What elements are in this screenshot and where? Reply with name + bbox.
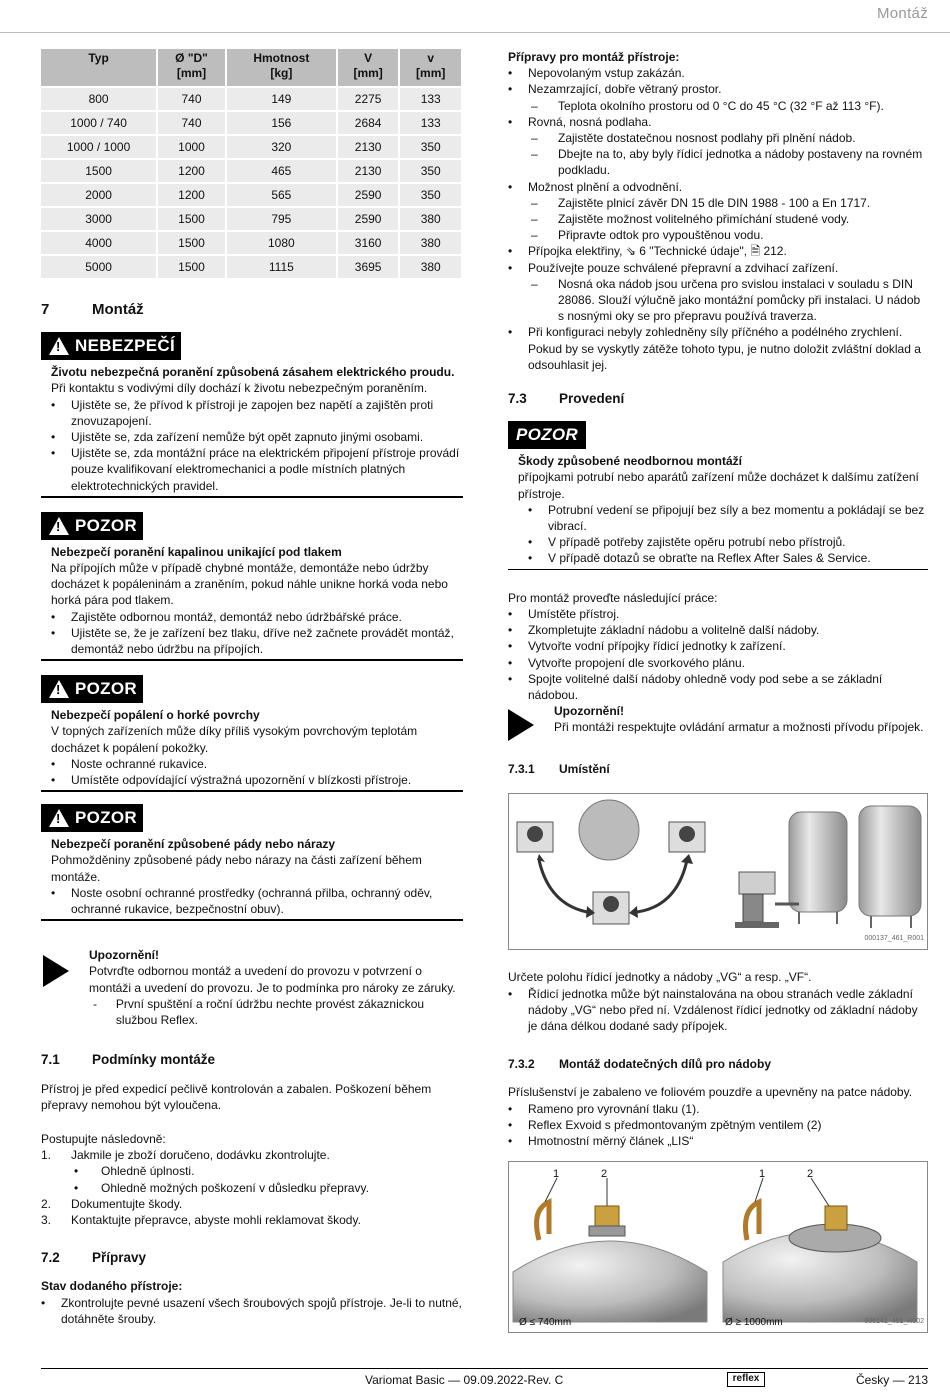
table-cell: 565 <box>227 184 336 206</box>
table-header-cell: Hmotnost [kg] <box>227 49 336 86</box>
figure-caption: Ø ≤ 740mm <box>519 1317 572 1329</box>
list-item: • Nezamrzající, dobře větraný prostor. – Teplota okolního prostoru od 0 °C do 45 °C (32 °F až 113 °F). <box>498 81 928 113</box>
caution-heading: Nebezpečí popálení o horké povrchy <box>51 708 260 723</box>
list-item: • Přípojka elektřiny, ⇘ 6 "Technické údaje", 🗎 212. <box>498 243 928 259</box>
figure-label: 1 <box>553 1168 560 1181</box>
list-item: • Ohledně možných poškození v důsledku přepravy. <box>41 1180 463 1196</box>
table-row <box>41 256 461 278</box>
list-item: • Noste osobní ochranné prostředky (ochranná přilba, ochranný oděv, ochranné rukavice, bezpečnostní obuv). <box>41 885 463 917</box>
danger-label: ! NEBEZPEČÍ <box>41 332 181 360</box>
caution-heading: Nebezpečí poranění způsobené pády nebo nárazy <box>51 837 336 852</box>
table-cell: 1200 <box>158 184 225 206</box>
caution-block-1 <box>41 512 463 661</box>
danger-list <box>41 397 463 494</box>
prep-list <box>498 65 928 373</box>
table-cell: 2130 <box>338 160 399 182</box>
table-cell: 1500 <box>41 160 156 182</box>
table-header-cell: Ø "D" [mm] <box>158 49 225 86</box>
list-item: • Rovná, nosná podlaha. – Zajistěte dostatečnou nosnost podlahy při plnění nádob. – Dbejte na to, aby byly řídicí jednotka a nádoby postaveny na rovném podkladu. <box>498 114 928 179</box>
caution-box <box>41 703 463 792</box>
list-item: • Zkompletujte základní nádobu a volitelně další nádoby. <box>498 622 928 638</box>
section-7-3-2-text: Příslušenství je zabaleno ve foliovém pouzdře a upevněny na patce nádoby. <box>508 1085 913 1100</box>
placement-illustration <box>509 794 928 950</box>
table-row <box>41 232 461 254</box>
figure-label: 1 <box>759 1168 766 1181</box>
list-item: • Rameno pro vyrovnání tlaku (1). <box>498 1101 928 1117</box>
table-cell: 2684 <box>338 112 399 134</box>
caution-box <box>508 449 928 566</box>
danger-text: Při kontaktu s vodivými díly dochází k životu nebezpečným poraněním. <box>51 381 428 396</box>
list-item: – Připravte odtok pro vypouštěnou vodu. <box>498 227 928 243</box>
list-item: 3. Kontaktujte přepravce, abyste mohli reklamovat škody. <box>41 1212 361 1227</box>
table-row <box>41 112 461 134</box>
table-cell: 3000 <box>41 208 156 230</box>
table-cell: 1000 / 1000 <box>41 136 156 158</box>
warning-triangle-icon <box>49 809 69 827</box>
table-cell: 2275 <box>338 88 399 110</box>
caution-block-3 <box>41 804 463 921</box>
figure-label: 2 <box>807 1168 814 1181</box>
list-item: • Noste ochranné rukavice. <box>41 756 463 772</box>
list-item: • Používejte pouze schválené přepravní a zdvihací zařízení. – Nosná oka nádob jsou určena pro svislou instalaci v souladu s DIN 28086. Slouží výlučně jako montážní pomůcky při instalaci. U nádob s nosnými oky se pro přepravu používá traverza. <box>498 260 928 325</box>
list-item: • Reflex Exvoid s předmontovaným zpětným ventilem (2) <box>498 1117 928 1133</box>
table-cell: 465 <box>227 160 336 182</box>
note-heading: Upozornění! <box>554 704 624 719</box>
list-item: • Ujistěte se, že přívod k přístroji je zapojen bez napětí a zajištěn proti znovuzapojení. <box>41 397 463 429</box>
section-7-3-1-heading: 7.3.1 Umístění <box>508 762 610 777</box>
list-item: • Hmotnostní měrný článek „LIS“ <box>498 1133 928 1149</box>
table-cell: 133 <box>400 112 461 134</box>
warning-triangle-icon <box>49 337 69 355</box>
table-cell: 380 <box>400 208 461 230</box>
section-7-heading: 7 Montáž <box>41 301 144 318</box>
table-cell: 1115 <box>227 256 336 278</box>
warning-triangle-icon <box>49 680 69 698</box>
list-item: • Řídicí jednotka může být nainstalována na obou stranách vedle základní nádoby „VG“ nebo před ní. Vzdálenost řídicí jednotky od základní nádoby je dána délkou dodané sady přípojek. <box>498 986 928 1035</box>
list-item: • Možnost plnění a odvodnění. – Zajistěte plnicí závěr DN 15 dle DIN 1988 - 100 a En 1717. – Zajistěte možnost volitelného přimíchání studené vody. – Připravte odtok pro vypouštěnou vodu. <box>498 179 928 244</box>
table-cell: 1500 <box>158 256 225 278</box>
divider <box>508 569 928 570</box>
caution-heading: Nebezpečí poranění kapalinou unikající pod tlakem <box>51 544 342 559</box>
warning-triangle-icon <box>49 517 69 535</box>
table-cell: 795 <box>227 208 336 230</box>
list-item: • Zkontrolujte pevné usazení všech šroubových spojů přístroje. Je-li to nutné, dotáhněte šrouby. <box>31 1295 463 1327</box>
note-sub-marker: - <box>93 996 97 1011</box>
list-item: • Ujistěte se, zda zařízení nemůže být opět zapnuto jinými osobami. <box>41 429 463 445</box>
table-cell: 2130 <box>338 136 399 158</box>
section-7-3-list <box>498 606 928 703</box>
note-block-1 <box>41 947 463 1028</box>
caution-list <box>41 756 463 788</box>
caution-text: Na přípojích může v případě chybné montáže, demontáže nebo údržby docházet k popáleninám a zraněním, pokud náhle unikne horká voda nebo horká pára pod tlakem. <box>51 561 448 608</box>
list-item: 1. Jakmile je zboží doručeno, dodávku zkontrolujte. • Ohledně úplnosti. • Ohledně možných poškození v důsledku přepravy. <box>41 1147 463 1196</box>
table-row <box>41 208 461 230</box>
list-item: • Spojte volitelné další nádoby ohledně vody pod sebe a se základní nádobou. <box>498 671 928 703</box>
table-cell: 320 <box>227 136 336 158</box>
section-7-3-2-heading: 7.3.2 Montáž dodatečných dílů pro nádoby <box>508 1057 772 1072</box>
list-item: – Nosná oka nádob jsou určena pro svislou instalaci v souladu s DIN 28086. Slouží výlučně jako montážní pomůcky při instalaci. U nádob s nosnými oky se pro přepravu používá traverza. <box>498 276 928 325</box>
table-header-cell: v [mm] <box>400 49 461 86</box>
caution-text: V topných zařízeních může díky příliš vysokým povrchovým teplotám docházet k popálení pokožky. <box>51 724 418 755</box>
list-item: • Ujistěte se, zda montážní práce na elektrickém připojení přístroje provádí pouze kvalifikovaní elektromechanici a podle místních platných elektrotechnických pravidel. <box>41 445 463 494</box>
table-cell: 4000 <box>41 232 156 254</box>
spec-table <box>39 47 463 280</box>
section-7-1-text: Přístroj je před expedicí pečlivě kontrolován a zabalen. Poškození během přepravy nemohou být vyloučena. <box>41 1081 432 1112</box>
note-text: Při montáži respektujte ovládání armatur a možnosti přívodu přípojek. <box>554 720 924 735</box>
caution-label: POZOR <box>508 421 586 449</box>
note-heading: Upozornění! <box>89 948 159 963</box>
caution-label: ! POZOR <box>41 804 143 832</box>
caution-text: přípojkami potrubí nebo aparátů zařízení může docházet k dalšímu zatížení přístroje. <box>518 470 919 501</box>
section-7-3-heading: 7.3 Provedení <box>508 391 625 407</box>
header-rule <box>0 32 950 33</box>
table-cell: 380 <box>400 256 461 278</box>
caution-text: Pohmožděniny způsobené pády nebo nárazy na části zařízení během montáže. <box>51 853 422 884</box>
caution-list <box>41 609 463 658</box>
list-item: • Při konfiguraci nebyly zohledněny síly příčného a podélného zrychlení. Pokud by se vyskytly zátěže tohoto typu, je nutno doložit zvláštní doklad a odsouhlasit jej. <box>498 324 928 373</box>
footer-page-number: Česky — 213 <box>855 1373 928 1387</box>
caution-box <box>41 540 463 661</box>
list-item: – Zajistěte plnicí závěr DN 15 dle DIN 1988 - 100 a En 1717. <box>498 195 928 211</box>
table-cell: 380 <box>400 232 461 254</box>
note-block-2 <box>508 703 928 741</box>
note-arrow-icon <box>508 709 534 741</box>
list-item: • Umístěte odpovídající výstražná upozornění v blízkosti přístroje. <box>41 772 463 788</box>
list-item: 2. Dokumentujte škody. <box>41 1196 183 1211</box>
list-item: • V případě dotazů se obraťte na Reflex After Sales & Service. <box>518 550 928 566</box>
page-header-title: Montáž <box>877 5 928 22</box>
list-item: • Zajistěte odbornou montáž, demontáž nebo údržbářské práce. <box>41 609 463 625</box>
steps-list <box>41 1147 463 1228</box>
section-7-2-subheading: Stav dodaného přístroje: <box>41 1279 183 1294</box>
section-7-3-2-list <box>498 1101 928 1150</box>
caution-heading: Škody způsobené neodbornou montáží <box>518 454 743 469</box>
list-item: • Vytvořte vodní přípojky řídicí jednotky k zařízení. <box>498 638 928 654</box>
section-7-3-1-list <box>498 986 928 1035</box>
caution-list <box>518 502 928 567</box>
caution-label: ! POZOR <box>41 675 143 703</box>
table-cell: 1500 <box>158 232 225 254</box>
table-cell: 740 <box>158 88 225 110</box>
table-cell: 133 <box>400 88 461 110</box>
table-cell: 149 <box>227 88 336 110</box>
table-cell: 350 <box>400 160 461 182</box>
list-item: • Ujistěte se, že je zařízení bez tlaku, dříve než začnete provádět montáž, demontáž nebo údržbu na přípojích. <box>41 625 463 657</box>
section-7-2-list <box>31 1295 463 1327</box>
table-cell: 2590 <box>338 184 399 206</box>
table-cell: 5000 <box>41 256 156 278</box>
list-item: • V případě potřeby zajistěte opěru potrubí nebo přístrojů. <box>518 534 928 550</box>
left-column <box>41 47 463 1327</box>
section-7-2-heading: 7.2 Přípravy <box>41 1250 147 1266</box>
footer-document-info: Variomat Basic — 09.09.2022-Rev. C <box>365 1373 564 1387</box>
table-cell: 156 <box>227 112 336 134</box>
table-row <box>41 160 461 182</box>
footer-rule <box>41 1368 928 1369</box>
table-row <box>41 184 461 206</box>
table-row <box>41 88 461 110</box>
caution-list <box>41 885 463 917</box>
table-header-cell: Typ <box>41 49 156 86</box>
list-item: • Umístěte přístroj. <box>498 606 928 622</box>
table-cell: 1080 <box>227 232 336 254</box>
note-arrow-icon <box>43 955 69 987</box>
danger-block <box>41 332 463 498</box>
section-7-1-intro: Postupujte následovně: <box>41 1131 166 1146</box>
list-item: • Vytvořte propojení dle svorkového plánu. <box>498 655 928 671</box>
section-7-3-intro: Pro montáž proveďte následující práce: <box>508 590 718 605</box>
caution-box <box>41 832 463 921</box>
list-item: – Teplota okolního prostoru od 0 °C do 45 °C (32 °F až 113 °F). <box>498 98 928 114</box>
right-column <box>508 49 928 1333</box>
table-row <box>41 136 461 158</box>
table-cell: 350 <box>400 136 461 158</box>
figure-code: 000137_461_R001 <box>864 935 924 943</box>
list-item: – Dbejte na to, aby byly řídicí jednotka a nádoby postaveny na rovném podkladu. <box>498 146 928 178</box>
section-7-3-1-text: Určete polohu řídicí jednotky a nádoby „VG“ a resp. „VF“. <box>508 970 812 985</box>
caution-label: ! POZOR <box>41 512 143 540</box>
table-cell: 1200 <box>158 160 225 182</box>
table-cell: 1000 <box>158 136 225 158</box>
table-cell: 3695 <box>338 256 399 278</box>
table-cell: 3160 <box>338 232 399 254</box>
section-7-1-heading: 7.1 Podmínky montáže <box>41 1052 216 1068</box>
list-item: • Ohledně úplnosti. <box>41 1163 463 1179</box>
list-item: • Nepovolaným vstup zakázán. <box>498 65 928 81</box>
table-cell: 1500 <box>158 208 225 230</box>
figure-label: 2 <box>601 1168 608 1181</box>
table-cell: 740 <box>158 112 225 134</box>
accessories-figure <box>508 1161 928 1333</box>
table-cell: 350 <box>400 184 461 206</box>
note-sub <box>89 996 463 1028</box>
reflex-logo: reflex <box>727 1372 765 1387</box>
caution-block-2 <box>41 675 463 792</box>
placement-figure <box>508 793 928 950</box>
figure-caption: Ø ≥ 1000mm <box>725 1317 783 1329</box>
accessories-illustration <box>509 1162 928 1333</box>
figure-code: 000141_461_R002 <box>864 1317 924 1325</box>
table-cell: 1000 / 740 <box>41 112 156 134</box>
table-header-cell: V [mm] <box>338 49 399 86</box>
table-cell: 2000 <box>41 184 156 206</box>
note-text: Potvrďte odbornou montáž a uvedení do provozu v potvrzení o montáži a uvedení do provozu. Je to podmínka pro nároky ze záruky. <box>89 964 456 995</box>
danger-heading: Životu nebezpečná poranění způsobená zásahem elektrického proudu. <box>51 365 455 380</box>
note-sub-text: První spuštění a roční údržbu nechte provést zákaznickou službou Reflex. <box>115 996 425 1028</box>
table-cell: 800 <box>41 88 156 110</box>
list-item: • Potrubní vedení se připojují bez síly a bez momentu a pokládají se bez vibrací. <box>518 502 928 534</box>
table-cell: 2590 <box>338 208 399 230</box>
list-item: – Zajistěte možnost volitelného přimíchání studené vody. <box>498 211 928 227</box>
caution-block-4 <box>508 421 928 569</box>
list-item: – Zajistěte dostatečnou nosnost podlahy při plnění nádob. <box>498 130 928 146</box>
prep-heading: Přípravy pro montáž přístroje: <box>508 50 680 64</box>
danger-box <box>41 360 463 498</box>
